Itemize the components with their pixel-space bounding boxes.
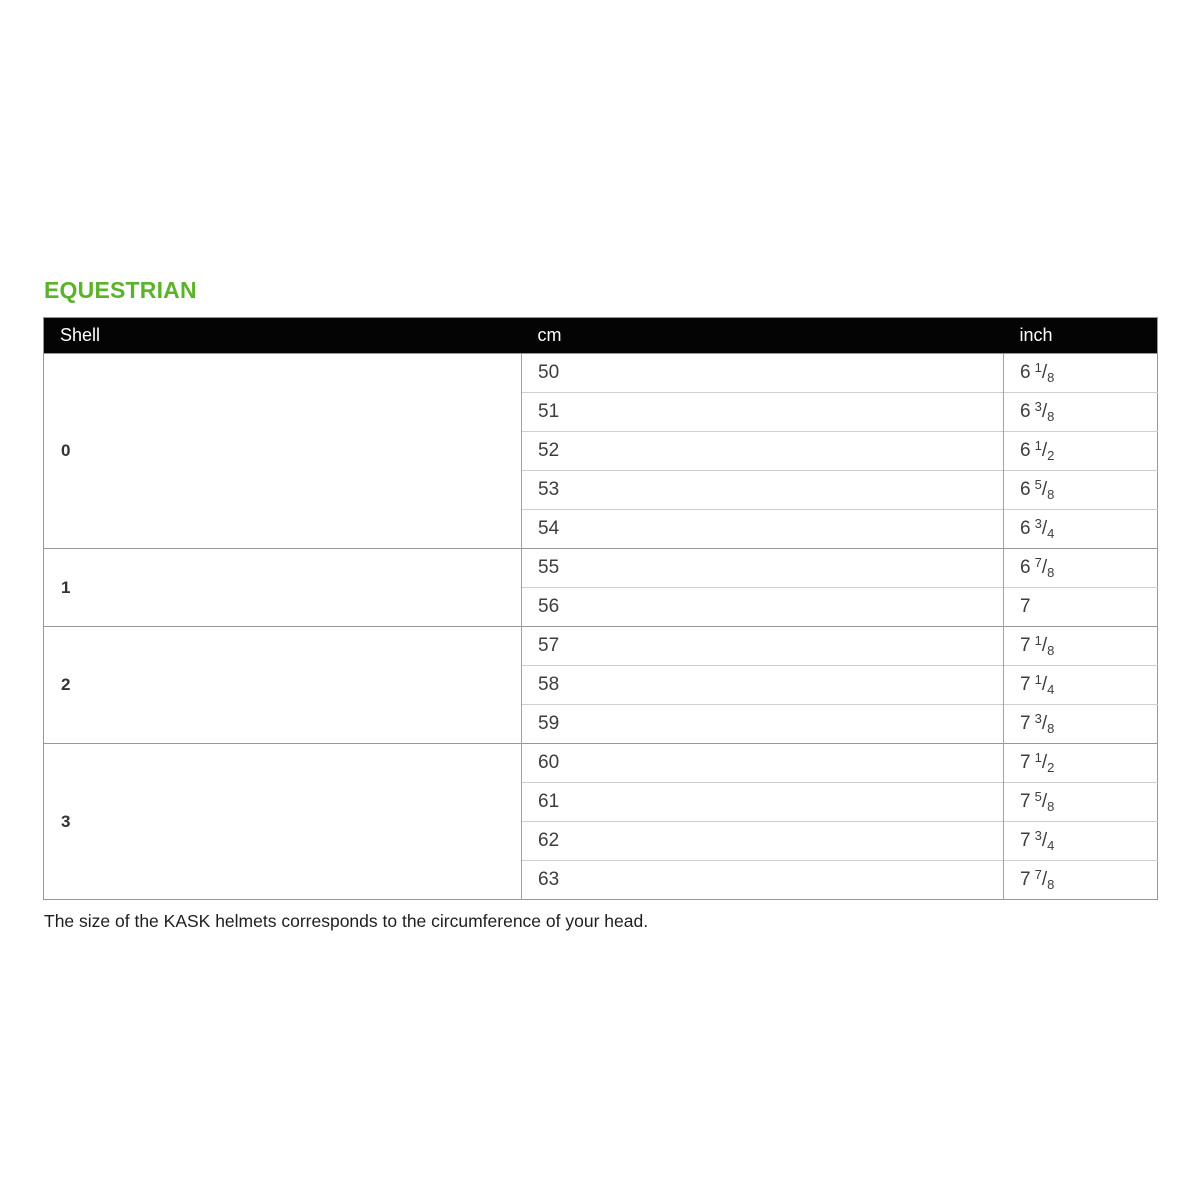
inch-fraction: $^3/_8$ <box>1034 711 1055 736</box>
inch-value-cell <box>1004 627 1158 666</box>
inch-value-cell <box>1004 510 1158 549</box>
page-content <box>43 0 1157 932</box>
inch-fraction: $^7/_8$ <box>1034 867 1055 892</box>
size-table-head-row <box>44 318 1158 354</box>
cm-value-cell: 54 <box>522 510 1004 549</box>
inch-value-cell <box>1004 705 1158 744</box>
table-row <box>44 354 1158 393</box>
column-header-cm: cm <box>522 318 1004 354</box>
size-table-head <box>44 318 1158 354</box>
cm-value-cell: 60 <box>522 744 1004 783</box>
inch-value-cell <box>1004 549 1158 588</box>
inch-value-cell <box>1004 354 1158 393</box>
inch-whole: 6 <box>1020 362 1031 383</box>
cm-value-cell: 51 <box>522 393 1004 432</box>
cm-value-cell: 50 <box>522 354 1004 393</box>
shell-size-cell: 0 <box>44 354 522 549</box>
inch-fraction: $^1/_2$ <box>1034 750 1055 775</box>
table-row <box>44 744 1158 783</box>
inch-whole: 7 <box>1020 791 1031 812</box>
inch-fraction: $^1/_2$ <box>1034 438 1055 463</box>
inch-whole: 7 <box>1020 752 1031 773</box>
inch-fraction: $^7/_8$ <box>1034 555 1055 580</box>
inch-whole: 7 <box>1020 596 1031 617</box>
inch-whole: 6 <box>1020 518 1031 539</box>
inch-whole: 7 <box>1020 713 1031 734</box>
inch-fraction: $^1/_8$ <box>1034 360 1055 385</box>
inch-whole: 7 <box>1020 869 1031 890</box>
inch-value-cell <box>1004 588 1158 627</box>
cm-value-cell: 59 <box>522 705 1004 744</box>
cm-value-cell: 55 <box>522 549 1004 588</box>
inch-fraction: $^5/_8$ <box>1034 477 1055 502</box>
inch-value-cell <box>1004 666 1158 705</box>
shell-size-cell: 3 <box>44 744 522 900</box>
inch-value-cell <box>1004 471 1158 510</box>
inch-fraction: $^1/_8$ <box>1034 633 1055 658</box>
cm-value-cell: 58 <box>522 666 1004 705</box>
cm-value-cell: 53 <box>522 471 1004 510</box>
inch-value-cell <box>1004 744 1158 783</box>
inch-value-cell <box>1004 783 1158 822</box>
table-row <box>44 549 1158 588</box>
inch-value-cell <box>1004 432 1158 471</box>
table-caption: The size of the KASK helmets corresponds to the circumference of your head. <box>44 911 649 931</box>
inch-fraction: $^3/_8$ <box>1034 399 1055 424</box>
inch-whole: 6 <box>1020 557 1031 578</box>
column-header-inch: inch <box>1004 318 1158 354</box>
inch-whole: 7 <box>1020 635 1031 656</box>
cm-value-cell: 56 <box>522 588 1004 627</box>
size-table-body <box>44 354 1158 900</box>
table-row <box>44 627 1158 666</box>
inch-whole: 6 <box>1020 440 1031 461</box>
section-heading: EQUESTRIAN <box>44 277 197 303</box>
shell-size-cell: 1 <box>44 549 522 627</box>
inch-fraction: $^5/_8$ <box>1034 789 1055 814</box>
inch-whole: 7 <box>1020 830 1031 851</box>
inch-fraction: $^1/_4$ <box>1034 672 1055 697</box>
cm-value-cell: 57 <box>522 627 1004 666</box>
inch-value-cell <box>1004 861 1158 900</box>
inch-value-cell <box>1004 393 1158 432</box>
inch-whole: 7 <box>1020 674 1031 695</box>
shell-size-cell: 2 <box>44 627 522 744</box>
cm-value-cell: 61 <box>522 783 1004 822</box>
inch-whole: 6 <box>1020 401 1031 422</box>
inch-fraction: $^3/_4$ <box>1034 828 1055 853</box>
inch-value-cell <box>1004 822 1158 861</box>
size-table <box>43 317 1158 900</box>
cm-value-cell: 63 <box>522 861 1004 900</box>
column-header-shell: Shell <box>44 318 522 354</box>
inch-whole: 6 <box>1020 479 1031 500</box>
cm-value-cell: 52 <box>522 432 1004 471</box>
cm-value-cell: 62 <box>522 822 1004 861</box>
inch-fraction: $^3/_4$ <box>1034 516 1055 541</box>
